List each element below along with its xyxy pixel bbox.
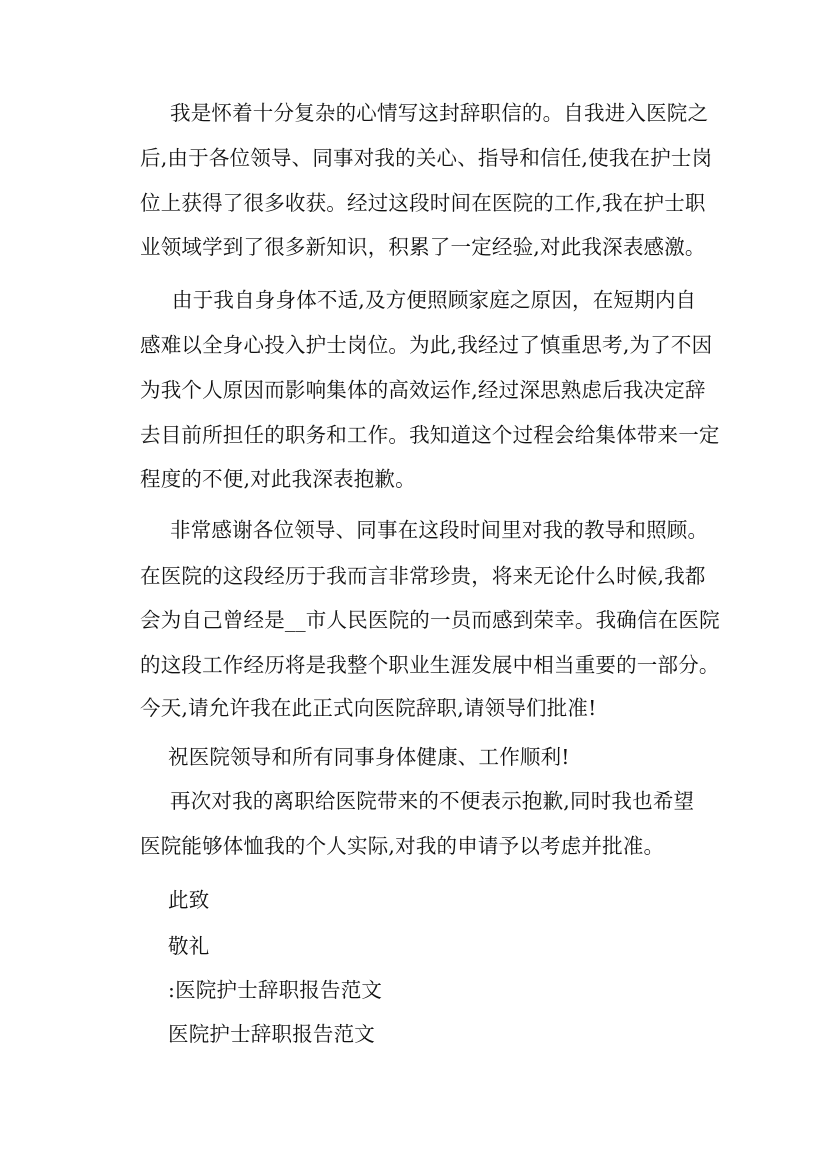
paragraph-3-line-2: 在医院的这段经历于我而言非常珍贵，将来无论什么时候,我都	[140, 564, 706, 588]
title-line-2: 医院护士辞职报告范文	[168, 1022, 375, 1046]
paragraph-1-line-4: 业领域学到了很多新知识，积累了一定经验,对此我深表感激。	[140, 235, 706, 259]
paragraph-1-line-2: 后,由于各位领导、同事对我的关心、指导和信任,使我在护士岗	[140, 146, 713, 170]
closing-salutation: 此致	[168, 888, 210, 912]
paragraph-2-line-5: 程度的不便,对此我深表抱歉。	[140, 467, 416, 491]
paragraph-4-line-1: 祝医院领导和所有同事身体健康、工作顺利!	[168, 745, 570, 769]
paragraph-1-line-3: 位上获得了很多收获。经过这段时间在医院的工作,我在护士职	[140, 191, 706, 215]
paragraph-2-line-4: 去目前所担任的职务和工作。我知道这个过程会给集体带来一定	[140, 423, 720, 447]
title-line-1: :医院护士辞职报告范文	[168, 978, 383, 1002]
paragraph-2-line-1: 由于我自身身体不适,及方便照顾家庭之原因，在短期内自	[172, 288, 697, 312]
paragraph-1-line-1: 我是怀着十分复杂的心情写这封辞职信的。自我进入医院之	[170, 101, 709, 125]
paragraph-3-line-3: 会为自己曾经是__市人民医院的一员而感到荣幸。我确信在医院	[140, 608, 720, 632]
paragraph-5-line-1: 再次对我的离职给医院带来的不便表示抱歉,同时我也希望	[170, 789, 695, 813]
paragraph-3-line-5: 今天,请允许我在此正式向医院辞职,请领导们批准!	[140, 696, 597, 720]
closing-regards: 敬礼	[168, 934, 210, 958]
paragraph-2-line-2: 感难以全身心投入护士岗位。为此,我经过了慎重思考,为了不因	[140, 333, 713, 357]
paragraph-5-line-2: 医院能够体恤我的个人实际,对我的申请予以考虑并批准。	[140, 834, 665, 858]
paragraph-2-line-3: 为我个人原因而影响集体的高效运作,经过深思熟虑后我决定辞	[140, 378, 706, 402]
paragraph-3-line-4: 的这段工作经历将是我整个职业生涯发展中相当重要的一部分。	[140, 653, 720, 677]
paragraph-3-line-1: 非常感谢各位领导、同事在这段时间里对我的教导和照顾。	[170, 518, 709, 542]
